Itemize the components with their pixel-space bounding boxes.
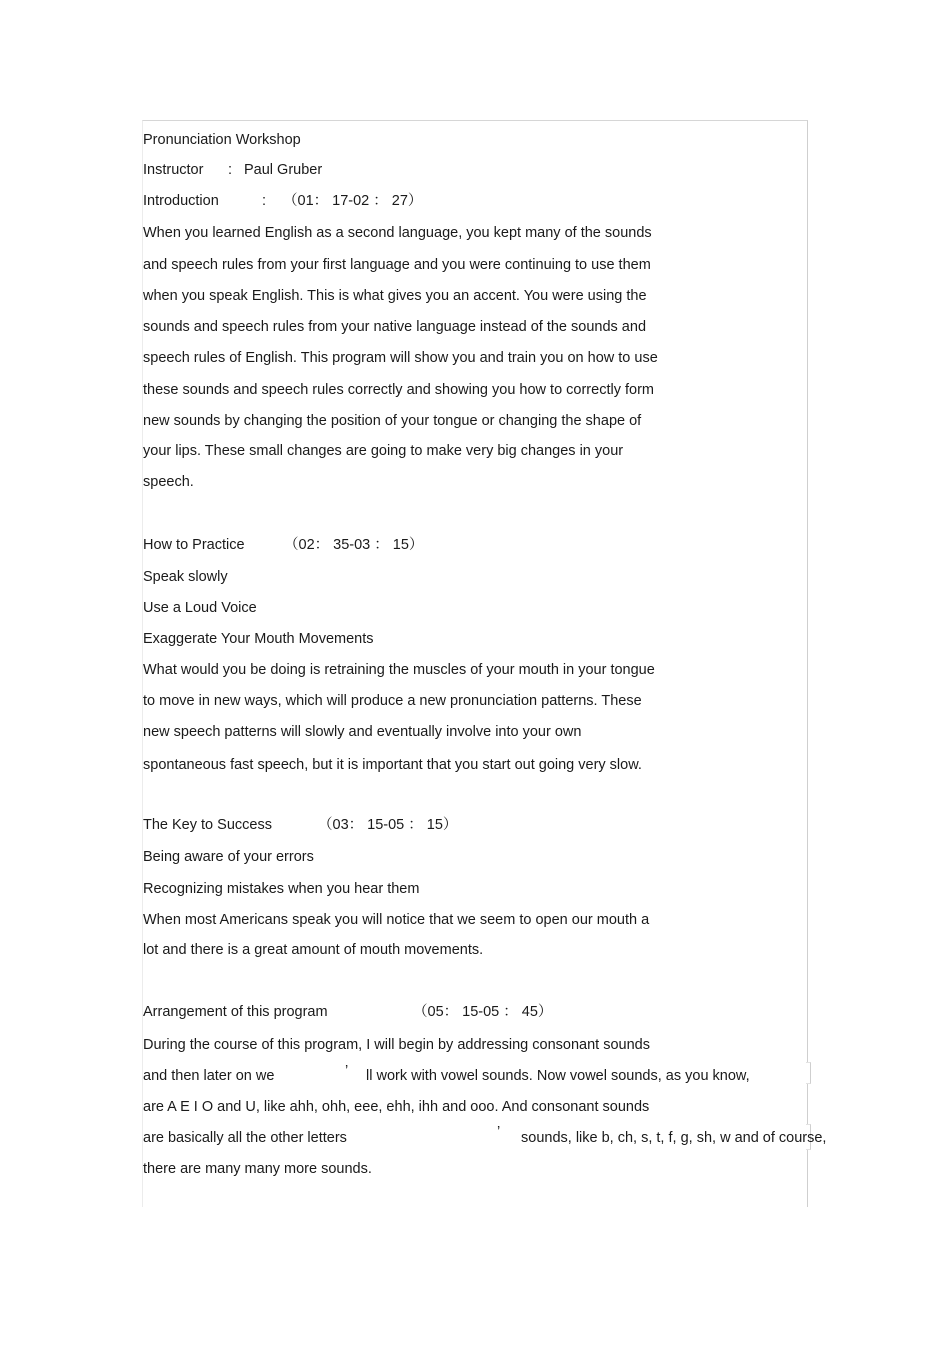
paragraph-line: spontaneous fast speech, but it is important that you start out going very slow. <box>143 757 642 773</box>
list-item: Speak slowly <box>143 569 228 585</box>
paragraph-line: sounds and speech rules from your native language instead of the sounds and <box>143 319 647 335</box>
paragraph-line-end: sounds, like b, ch, s, t, f, g, sh, w and of course, <box>521 1130 827 1146</box>
paragraph-line: During the course of this program, I will begin by addressing consonant sounds <box>143 1037 650 1053</box>
paragraph-line: to move in new ways, which will produce a new pronunciation patterns. These <box>143 693 642 709</box>
paragraph-line: and speech rules from your first language and you were continuing to use them <box>143 257 651 273</box>
arrangement-heading: Arrangement of this program <box>143 1004 328 1020</box>
success-time: （03： 15-05 ： 15） <box>318 817 458 833</box>
paragraph-line: When most Americans speak you will notice that we seem to open our mouth a <box>143 912 650 928</box>
paragraph-line: lot and there is a great amount of mouth movements. <box>143 942 484 958</box>
paragraph-line: new sounds by changing the position of your tongue or changing the shape of <box>143 413 642 429</box>
paragraph-line: there are many many more sounds. <box>143 1161 372 1177</box>
paragraph-line: speech. <box>143 474 194 490</box>
practice-time: （02： 35-03 ： 15） <box>284 537 424 553</box>
introduction-separator: : <box>262 193 267 209</box>
paragraph-line: When you learned English as a second language, you kept many of the sounds <box>143 225 652 241</box>
document-title: Pronunciation Workshop <box>143 132 301 148</box>
paragraph-line: your lips. These small changes are going to make very big changes in your <box>143 443 624 459</box>
instructor-label: Instructor <box>143 162 204 178</box>
apostrophe: ’ <box>497 1124 501 1140</box>
list-item: Being aware of your errors <box>143 849 314 865</box>
list-item: Use a Loud Voice <box>143 600 257 616</box>
frame-notch <box>806 1062 811 1084</box>
paragraph-line: these sounds and speech rules correctly and showing you how to correctly form <box>143 382 654 398</box>
list-item: Exaggerate Your Mouth Movements <box>143 631 374 647</box>
paragraph-line: are A E I O and U, like ahh, ohh, eee, ehh, ihh and ooo. And consonant sounds <box>143 1099 650 1115</box>
paragraph-line: when you speak English. This is what gives you an accent. You were using the <box>143 288 647 304</box>
introduction-time: （01： 17-02 ： 27） <box>283 193 423 209</box>
paragraph-line-end: ll work with vowel sounds. Now vowel sounds, as you know, <box>366 1068 750 1084</box>
arrangement-time: （05： 15-05 ： 45） <box>413 1004 553 1020</box>
instructor-separator: : <box>228 162 233 178</box>
paragraph-line-start: and then later on we <box>143 1068 275 1084</box>
paragraph-line: speech rules of English. This program will show you and train you on how to use <box>143 350 658 366</box>
list-item: Recognizing mistakes when you hear them <box>143 881 420 897</box>
introduction-heading: Introduction <box>143 193 219 209</box>
apostrophe: ’ <box>345 1063 349 1079</box>
practice-heading: How to Practice <box>143 537 245 553</box>
instructor-name: Paul Gruber <box>244 162 323 178</box>
paragraph-line-start: are basically all the other letters <box>143 1130 347 1146</box>
paragraph-line: new speech patterns will slowly and eventually involve into your own <box>143 724 582 740</box>
success-heading: The Key to Success <box>143 817 272 833</box>
paragraph-line: What would you be doing is retraining the muscles of your mouth in your tongue <box>143 662 655 678</box>
